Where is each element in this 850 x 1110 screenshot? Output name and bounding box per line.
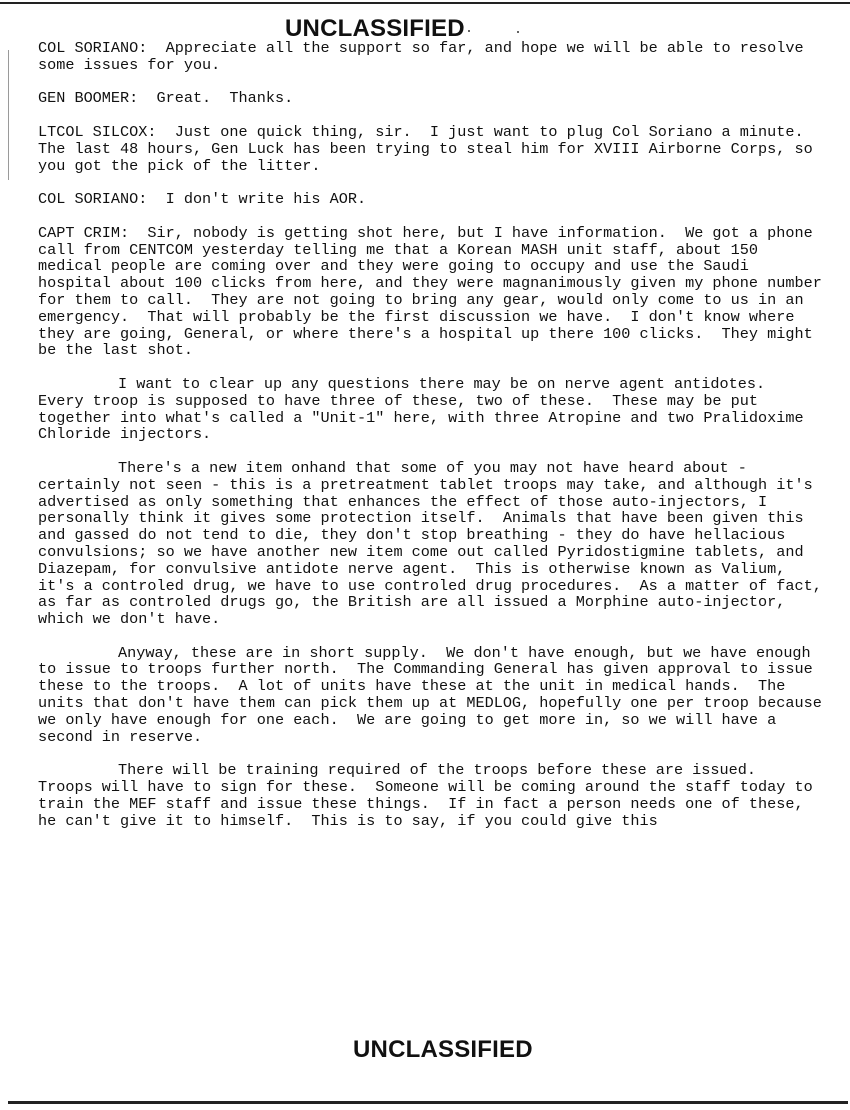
paragraph-ltcol-silcox: LTCOL SILCOX: Just one quick thing, sir. I just want to plug Col Soriano a minute. The last 48 hours, Gen Luck has been trying to steal him for XVIII Airborne Corps, so you got the pick of the litter. xyxy=(38,122,822,175)
paragraph-col-soriano-2: COL SORIANO: I don't write his AOR. xyxy=(38,190,367,209)
classification-footer: UNCLASSIFIED xyxy=(353,1036,533,1063)
paragraph-nerve-agent-antidotes: I want to clear up any questions there may be on nerve agent antidotes. Every troop is supposed to have three of these, two of these. These may be put together into what's called a "Unit-1" here, with three Atropine and two Pralidoxime Chloride injectors. xyxy=(38,374,813,444)
bottom-border-rule xyxy=(8,1101,848,1104)
top-border-rule xyxy=(0,2,850,4)
paragraph-training: There will be training required of the troops before these are issued. Troops will have to sign for these. Someone will be coming around the staff today to train the MEF staff and issue these things. If in fact a person needs one of these, he can't give it to himself. This is to say, if you could give this xyxy=(38,761,822,830)
paragraph-pretreatment-tablet: There's a new item onhand that some of you may not have heard about - certainly not seen - this is a pretreatment tablet troops may take, and although it's advertised as only something that enhances the effect of those auto-injectors, I personally think it gives some protection itself. Animals that have been given this and gassed do not tend to die, they don't stop breathing - they do have hellacious convulsions; so we have another new item come out called Pyridostigmine tablets, and Diazepam, for convulsive antidote nerve agent. This is otherwise known as Valium, it's a controled drug, we have to use controled drug procedures. As a matter of fact, as far as controled drugs go, the British are all issued a Morphine auto-injector, which we don't have. xyxy=(38,458,831,629)
paragraph-capt-crim: CAPT CRIM: Sir, nobody is getting shot here, but I have information. We got a phone call from CENTCOM yesterday telling me that a Korean MASH unit staff, about 150 medical people are coming over and they were going to occupy and use the Saudi hospital about 100 clicks from here, and they were magnanimously given my phone number for them to call. They are not going to bring any gear, would only come to us in an emergency. That will probably be the first discussion we have. I don't know where they are going, General, or where there's a hospital up there 100 clicks. They might be the last shot. xyxy=(38,223,831,360)
classification-header: UNCLASSIFIED xyxy=(285,15,465,42)
paragraph-gen-boomer: GEN BOOMER: Great. Thanks. xyxy=(38,89,294,108)
paragraph-short-supply: Anyway, these are in short supply. We don't have enough, but we have enough to issue to troops further north. The Commanding General has given approval to issue these to the troops. A lot of units have these at the unit in medical hands. The units that don't have them can pick them up at MEDLOG, hopefully one per troop because we only have enough for one each. We are going to get more in, so we will have a second in reserve. xyxy=(38,643,831,746)
scan-speck xyxy=(517,31,519,33)
transcript-body xyxy=(38,39,831,846)
scan-speck xyxy=(468,30,470,32)
paragraph-col-soriano-1: COL SORIANO: Appreciate all the support so far, and hope we will be able to resolve some issues for you. xyxy=(38,39,813,74)
margin-mark xyxy=(8,50,9,180)
